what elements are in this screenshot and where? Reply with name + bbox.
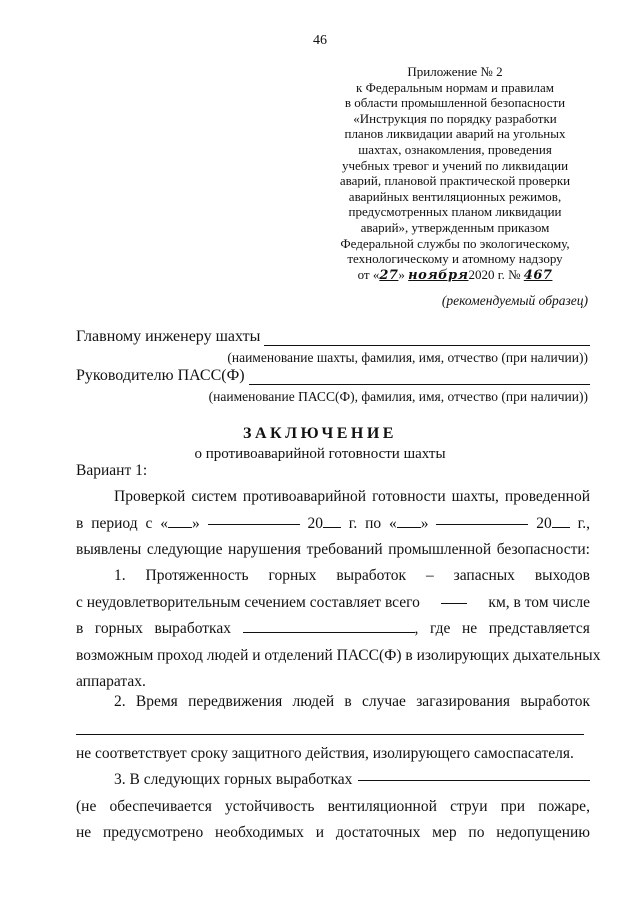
day-to-blank: « » bbox=[389, 514, 429, 532]
word: выработках bbox=[154, 620, 231, 637]
month-from-blank[interactable] bbox=[208, 511, 300, 525]
day-from-blank: « » bbox=[160, 514, 200, 532]
order-date-line: от «27» ноября2020 г. № 467 bbox=[357, 266, 553, 283]
variant-label: Вариант 1: bbox=[76, 462, 148, 479]
appendix-line: учебных тревог и учений по ликвидации bbox=[341, 157, 569, 173]
word: 2. bbox=[114, 693, 126, 710]
handwritten-order-number: 467 bbox=[523, 267, 553, 283]
word: обеспечивается bbox=[109, 797, 212, 815]
word: мер bbox=[432, 824, 457, 841]
word: Протяженность bbox=[145, 567, 249, 584]
word: г. bbox=[348, 514, 358, 532]
year-to: 20 bbox=[536, 511, 570, 538]
word: не bbox=[461, 620, 478, 637]
word: где bbox=[430, 620, 451, 637]
word: загазирования bbox=[416, 693, 511, 710]
word: выходов bbox=[534, 567, 590, 584]
item-2-line-1 bbox=[76, 689, 590, 716]
word: вентиляционной bbox=[327, 797, 437, 815]
word: достаточных bbox=[335, 824, 421, 841]
word: г., bbox=[577, 514, 590, 532]
appendix-header bbox=[300, 64, 610, 283]
word: выработок bbox=[336, 567, 407, 584]
handwritten-day: 27 bbox=[379, 267, 399, 283]
year-number-label: 2020 г. № bbox=[468, 266, 521, 282]
appendix-line: Федеральной службы по экологическому, bbox=[340, 235, 570, 251]
word: при bbox=[500, 797, 526, 815]
item-1-line-3 bbox=[76, 616, 590, 643]
word: необходимых bbox=[215, 824, 304, 841]
item-3-line-1: 3. В следующих горных выработках bbox=[76, 767, 590, 794]
item-3-blank[interactable] bbox=[358, 767, 590, 781]
word: Время bbox=[135, 693, 178, 710]
word: передвижения bbox=[188, 693, 283, 710]
word: струи bbox=[450, 797, 488, 815]
word: по bbox=[365, 514, 382, 532]
appendix-line: «Инструкция по порядку разработки bbox=[353, 110, 557, 126]
intro-line-3: выявлены следующие нарушения требований промышленной безопасности: bbox=[76, 541, 590, 558]
word: предусмотрено bbox=[103, 824, 204, 841]
word: 1. bbox=[114, 567, 126, 584]
recommended-sample-label: (рекомендуемый образец) bbox=[441, 293, 588, 308]
chief-engineer-field bbox=[76, 328, 590, 346]
word: в bbox=[76, 620, 84, 637]
month-to-blank[interactable] bbox=[436, 511, 528, 525]
chief-engineer-hint: (наименование шахты, фамилия, имя, отчество (при наличии)) bbox=[227, 350, 588, 365]
word: – bbox=[425, 567, 434, 584]
word: пожаре, bbox=[538, 797, 590, 815]
word: случае bbox=[362, 693, 406, 710]
item-2-continuation bbox=[76, 741, 590, 768]
appendix-line: в области промышленной безопасности bbox=[344, 95, 566, 111]
chief-engineer-label: Главному инженеру шахты bbox=[76, 328, 261, 345]
word: представляется bbox=[488, 620, 590, 637]
word: людей bbox=[292, 693, 335, 710]
word: по bbox=[468, 824, 485, 841]
word: выработок bbox=[520, 693, 590, 710]
pass-head-field bbox=[76, 367, 590, 385]
item-1-paragraph bbox=[76, 563, 601, 696]
word: в bbox=[344, 693, 352, 710]
appendix-line: планов ликвидации аварий на угольных bbox=[344, 126, 566, 142]
chief-engineer-blank[interactable] bbox=[264, 331, 590, 346]
appendix-line: шахтах, ознакомления, проведения bbox=[358, 141, 552, 157]
word: горных bbox=[94, 620, 143, 637]
word: не bbox=[76, 824, 92, 841]
word: и bbox=[315, 824, 324, 841]
word: в bbox=[76, 514, 84, 532]
intro-line-1: Проверкой систем противоаварийной готовности шахты, проведенной bbox=[114, 488, 590, 505]
appendix-line: аварийных вентиляционных режимов, bbox=[348, 188, 562, 204]
item-2-paragraph bbox=[76, 689, 590, 716]
item-1-line-5: аппаратах. bbox=[76, 673, 146, 690]
appendix-line: Приложение № 2 bbox=[407, 64, 503, 79]
appendix-line: аварий, плановой практической проверки bbox=[339, 173, 571, 189]
appendix-line: технологическому и атомному надзору bbox=[347, 251, 563, 267]
appendix-line: аварий», утвержденным приказом bbox=[360, 219, 550, 235]
year-from: 20 bbox=[307, 511, 341, 538]
word: с bbox=[145, 514, 153, 532]
word: недопущению bbox=[496, 824, 590, 841]
page-number: 46 bbox=[313, 33, 327, 48]
item-1-line-4: возможным проход людей и отделений ПАСС(Ф) в изолирующих дыхательных bbox=[76, 646, 601, 664]
appendix-line: предусмотренных планом ликвидации bbox=[348, 204, 562, 220]
length-blank[interactable] bbox=[441, 590, 467, 604]
item-3-paragraph bbox=[76, 767, 590, 847]
item-3-line-2 bbox=[76, 794, 590, 821]
pass-head-blank[interactable] bbox=[249, 370, 590, 385]
word: период bbox=[91, 514, 138, 532]
word: запасных bbox=[453, 567, 515, 584]
word: горных bbox=[268, 567, 317, 584]
item-1-line-1 bbox=[76, 563, 590, 590]
item-1-line-2: с неудовлетворительным сечением составляет всего км, в том числе bbox=[76, 590, 590, 617]
handwritten-month: ноября bbox=[408, 267, 469, 283]
item-2-line-3: не соответствует сроку защитного действия, изолирующего самоспасателя. bbox=[76, 745, 574, 762]
from-prefix: от « bbox=[357, 266, 380, 282]
word: устойчивость bbox=[225, 797, 315, 815]
pass-head-label: Руководителю ПАСС(Ф) bbox=[76, 367, 245, 384]
item-3-line-3 bbox=[76, 820, 590, 847]
workings-name-blank[interactable] bbox=[76, 734, 584, 735]
document-title: ЗАКЛЮЧЕНИЕ bbox=[243, 425, 397, 442]
intro-paragraph bbox=[76, 484, 590, 564]
word: (не bbox=[76, 797, 97, 815]
pass-head-hint: (наименование ПАСС(Ф), фамилия, имя, отчество (при наличии)) bbox=[208, 389, 588, 404]
period-line bbox=[76, 511, 590, 538]
workings-blank: , bbox=[243, 616, 419, 643]
document-subtitle: о противоаварийной готовности шахты bbox=[194, 446, 446, 462]
appendix-line: к Федеральным нормам и правилам bbox=[356, 79, 554, 95]
